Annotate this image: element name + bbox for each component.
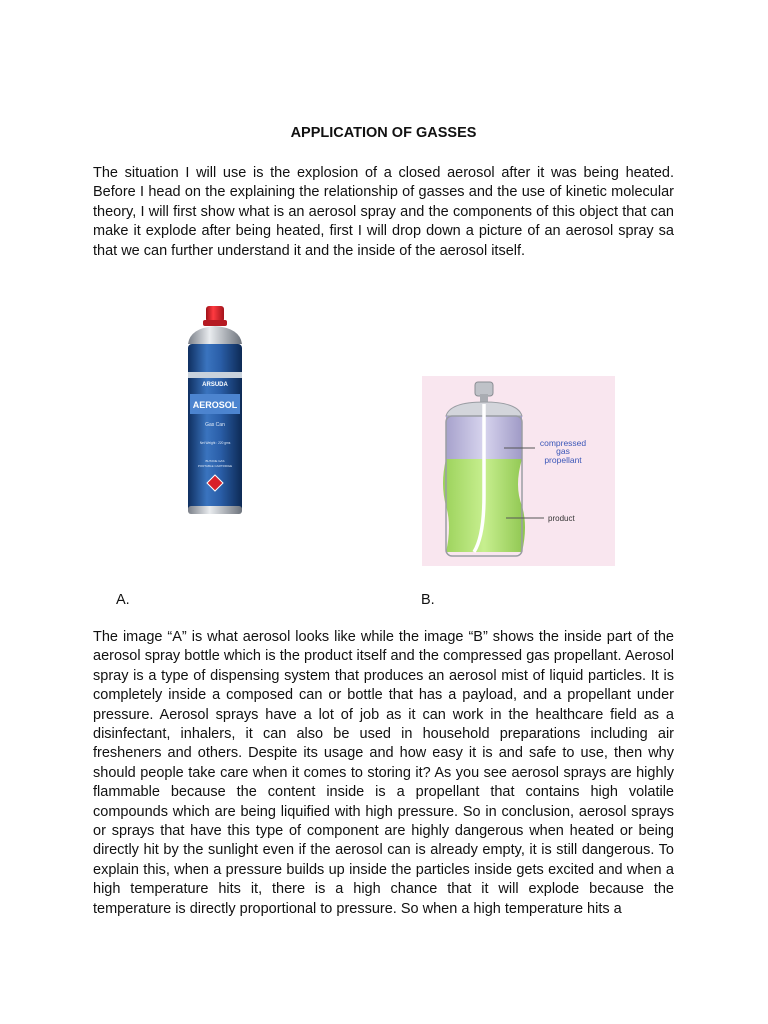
can-brand: ARSUDA [202, 382, 228, 388]
can-label: AEROSOL [192, 400, 238, 410]
can-weight: Net Weight : 220 gms [199, 441, 231, 445]
page-title: APPLICATION OF GASSES [290, 125, 477, 141]
can-shoulder [188, 326, 242, 344]
label-gas-line-3: propellant [544, 455, 582, 465]
nozzle [475, 382, 493, 396]
label-gas-line-1: compressed [539, 438, 587, 448]
label-product: product [548, 514, 575, 523]
intro-paragraph: The situation I will use is the explosion of a closed aerosol after it was being heated. Before I head on the explaining the relationship of gasses and the use of kinetic molecular theory, I will first show what is an aerosol spray and the components of this object that can make it explode after being heated, first I will drop down a picture of an aerosol spray sa that we can further understand it and the inside of the aerosol itself. [93, 165, 674, 259]
caption-b: B. [421, 592, 435, 608]
label-gas-line-2: gas [556, 446, 570, 456]
can-fineprint-2: PORTABLE CARTRIDGE [197, 464, 233, 468]
can-cap [206, 306, 224, 322]
can-sublabel: Gas Can [205, 422, 225, 428]
caption-a: A. [116, 592, 130, 608]
body-paragraph: The image “A” is what aerosol looks like while the image “B” shows the inside part of the aerosol spray bottle which is the product itself and the compressed gas propellant. Aerosol spray is a type of dispensing system that produces an aerosol mist of liquid particles. It is completely inside a composed can or bottle that has a payload, and a propellant under pressure. Aerosol sprays have a lot of job as it can work in the healthcare field as a disinfectant, inhalers, it can also be used in household preparations including air fresheners and others. Despite its usage and how easy it is and safe to use, then why should people take care when it comes to storing it? As you see aerosol sprays are highly flammable because the content inside is a propellant that contains high volatile compounds which are being liquified with high pressure. So in conclusion, aerosol sprays or sprays that have this type of component are highly dangerous when heated or being directly hit by the sunlight even if the aerosol can is already empty, it is still dangerous. To explain this, when a pressure builds up inside the particles inside gets excited and when a high temperature hits it, there is a high chance that it will explode because the temperature is directly proportional to pressure. So when a high temperature hits a [93, 629, 674, 917]
aerosol-can-image [180, 300, 250, 522]
can-fineprint-1: BUTANE GAS [205, 459, 225, 463]
aerosol-cross-section-image [422, 376, 615, 566]
